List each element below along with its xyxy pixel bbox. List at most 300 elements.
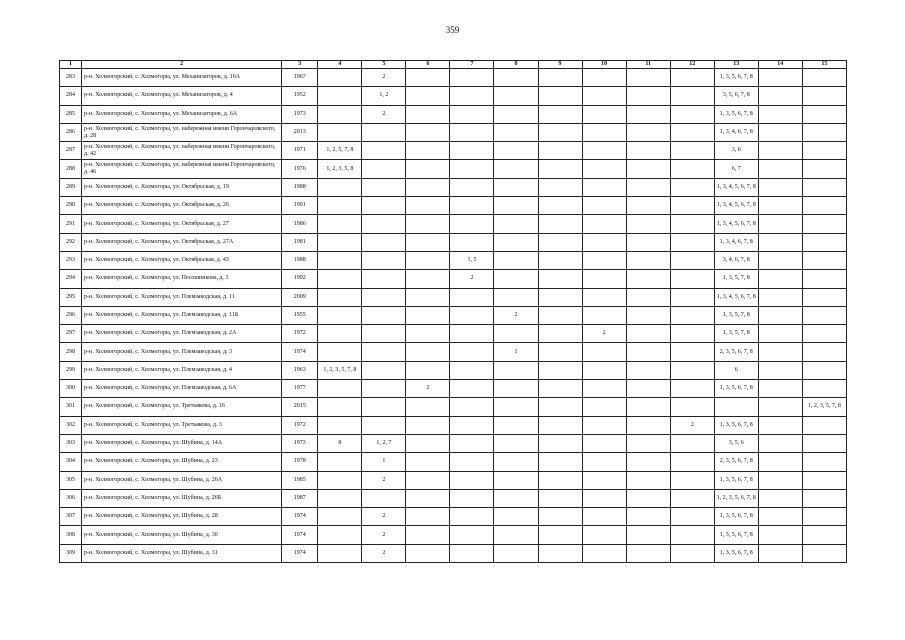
table-cell: [802, 87, 846, 105]
row-number-cell: 309: [60, 544, 82, 562]
table-cell: [362, 178, 406, 196]
table-cell: [670, 105, 714, 123]
table-cell: [670, 306, 714, 324]
table-row: [60, 142, 847, 160]
table-cell: [494, 87, 538, 105]
table-cell: [538, 123, 582, 141]
table-cell: 2: [670, 416, 714, 434]
table-cell: [582, 160, 626, 178]
table-cell: [582, 544, 626, 562]
row-number-cell: 298: [60, 343, 82, 361]
table-cell: [802, 489, 846, 507]
table-cell: [494, 105, 538, 123]
year-cell: 1987: [282, 489, 318, 507]
table-cell: 3, 4, 6, 7, 8: [714, 251, 758, 269]
table-cell: 1, 2, 3, 5, 6, 7, 8: [714, 489, 758, 507]
year-cell: 1974: [282, 544, 318, 562]
table-cell: [626, 160, 670, 178]
table-cell: 1, 3, 5, 6, 7, 8: [714, 508, 758, 526]
address-cell: р-н. Холмогорский, с. Холмогоры, ул. Октябрьская, д. 27А: [82, 233, 282, 251]
table-cell: [802, 434, 846, 452]
table-cell: [670, 288, 714, 306]
table-cell: [406, 306, 450, 324]
table-cell: [802, 288, 846, 306]
table-cell: 2: [494, 306, 538, 324]
address-cell: р-н. Холмогорский, с. Холмогоры, ул. Племзаводская, д. 4: [82, 361, 282, 379]
table-cell: [450, 233, 494, 251]
table-cell: [802, 453, 846, 471]
table-cell: [406, 361, 450, 379]
table-cell: [538, 398, 582, 416]
table-cell: 2: [362, 544, 406, 562]
row-number-cell: 305: [60, 471, 82, 489]
table-cell: [582, 489, 626, 507]
table-cell: [582, 453, 626, 471]
table-cell: [362, 416, 406, 434]
table-cell: [362, 233, 406, 251]
table-cell: 1, 3, 5, 7, 8: [714, 325, 758, 343]
table-cell: [582, 361, 626, 379]
table-cell: 2, 3, 5, 6, 7, 8: [714, 343, 758, 361]
table-cell: [538, 251, 582, 269]
table-cell: [450, 526, 494, 544]
table-cell: [670, 87, 714, 105]
table-cell: [758, 123, 802, 141]
table-cell: 1, 5: [450, 251, 494, 269]
table-cell: [758, 489, 802, 507]
table-cell: [318, 178, 362, 196]
table-cell: [802, 325, 846, 343]
table-cell: 2: [582, 325, 626, 343]
table-cell: [318, 270, 362, 288]
table-cell: 1, 2, 3, 5, 7, 8: [318, 361, 362, 379]
table-cell: [538, 544, 582, 562]
column-header: 2: [82, 61, 282, 69]
table-cell: [626, 288, 670, 306]
table-row: [60, 380, 847, 398]
table-cell: 1, 3, 4, 6, 7, 8: [714, 123, 758, 141]
table-cell: [670, 398, 714, 416]
table-cell: [626, 453, 670, 471]
table-cell: [670, 453, 714, 471]
table-cell: [626, 87, 670, 105]
table-cell: [538, 178, 582, 196]
table-cell: [318, 87, 362, 105]
table-cell: [450, 453, 494, 471]
table-cell: 1, 3, 4, 5, 6, 7, 8: [714, 178, 758, 196]
table-cell: [362, 142, 406, 160]
table-cell: [802, 471, 846, 489]
table-cell: [670, 489, 714, 507]
table-cell: [494, 361, 538, 379]
table-cell: [670, 434, 714, 452]
year-cell: 1955: [282, 306, 318, 324]
table-cell: [450, 306, 494, 324]
table-cell: [450, 398, 494, 416]
table-cell: [626, 544, 670, 562]
address-cell: р-н. Холмогорский, с. Холмогоры, ул. Октябрьская, д. 43: [82, 251, 282, 269]
column-header: 4: [318, 61, 362, 69]
table-row: [60, 508, 847, 526]
table-cell: [406, 471, 450, 489]
table-cell: [450, 215, 494, 233]
table-cell: [626, 197, 670, 215]
column-header: 3: [282, 61, 318, 69]
table-cell: [802, 526, 846, 544]
row-number-cell: 291: [60, 215, 82, 233]
table-cell: 1, 3, 5, 6, 7, 8: [714, 526, 758, 544]
table-cell: [406, 434, 450, 452]
table-cell: 2: [362, 471, 406, 489]
table-cell: [450, 325, 494, 343]
table-cell: [670, 526, 714, 544]
table-cell: [406, 87, 450, 105]
table-cell: [362, 398, 406, 416]
table-row: [60, 123, 847, 141]
table-cell: [670, 508, 714, 526]
table-cell: [318, 197, 362, 215]
table-cell: [318, 288, 362, 306]
table-cell: [538, 105, 582, 123]
table-cell: [758, 105, 802, 123]
table-cell: [362, 288, 406, 306]
table-cell: [758, 270, 802, 288]
table-cell: 3, 6: [714, 142, 758, 160]
table-cell: 1, 3, 4, 5, 6, 7, 8: [714, 197, 758, 215]
table-cell: 1, 2, 7: [362, 434, 406, 452]
table-cell: [670, 361, 714, 379]
year-cell: 1992: [282, 270, 318, 288]
table-cell: 1, 3, 5, 6, 7, 8: [714, 69, 758, 87]
table-cell: [318, 380, 362, 398]
table-cell: [626, 251, 670, 269]
address-cell: р-н. Холмогорский, с. Холмогоры, ул. Механизаторов, д. 4: [82, 87, 282, 105]
table-cell: [406, 489, 450, 507]
table-cell: [406, 398, 450, 416]
table-cell: [802, 215, 846, 233]
table-cell: [670, 160, 714, 178]
table-cell: [582, 471, 626, 489]
table-cell: 2: [362, 69, 406, 87]
year-cell: 2013: [282, 123, 318, 141]
row-number-cell: 289: [60, 178, 82, 196]
address-cell: р-н. Холмогорский, с. Холмогоры, ул. Шубина, д. 26А: [82, 471, 282, 489]
year-cell: 1988: [282, 178, 318, 196]
table-cell: [758, 471, 802, 489]
table-cell: [450, 508, 494, 526]
address-cell: р-н. Холмогорский, с. Холмогоры, ул. Шубина, д. 31: [82, 544, 282, 562]
table-cell: [362, 325, 406, 343]
table-cell: [494, 270, 538, 288]
table-cell: [362, 361, 406, 379]
row-number-cell: 293: [60, 251, 82, 269]
table-cell: [626, 325, 670, 343]
address-cell: р-н. Холмогорский, с. Холмогоры, ул. Шубина, д. 14А: [82, 434, 282, 452]
table-cell: [626, 343, 670, 361]
table-cell: [538, 160, 582, 178]
table-cell: [582, 270, 626, 288]
table-cell: [802, 160, 846, 178]
table-cell: [670, 544, 714, 562]
table-row: [60, 178, 847, 196]
table-cell: [494, 178, 538, 196]
year-cell: 2015: [282, 398, 318, 416]
table-cell: [450, 361, 494, 379]
table-cell: [450, 69, 494, 87]
table-cell: [802, 270, 846, 288]
table-cell: [758, 380, 802, 398]
table-cell: [450, 471, 494, 489]
table-cell: [582, 434, 626, 452]
table-cell: [582, 251, 626, 269]
column-header: 10: [582, 61, 626, 69]
row-number-cell: 287: [60, 142, 82, 160]
table-row: [60, 233, 847, 251]
table-row: [60, 471, 847, 489]
table-cell: 8: [318, 434, 362, 452]
table-cell: [318, 306, 362, 324]
table-cell: [494, 288, 538, 306]
table-cell: [406, 526, 450, 544]
table-cell: [582, 69, 626, 87]
table-cell: [406, 343, 450, 361]
table-cell: [802, 233, 846, 251]
address-cell: р-н. Холмогорский, с. Холмогоры, ул. Шубина, д. 30: [82, 526, 282, 544]
table-cell: [758, 526, 802, 544]
table-cell: [670, 142, 714, 160]
table-cell: [362, 380, 406, 398]
table-cell: [406, 508, 450, 526]
table-cell: [450, 142, 494, 160]
row-number-cell: 304: [60, 453, 82, 471]
table-row: [60, 288, 847, 306]
table-cell: [538, 380, 582, 398]
table-cell: [538, 489, 582, 507]
table-cell: [670, 69, 714, 87]
address-cell: р-н. Холмогорский, с. Холмогоры, ул. набережная имени Горончаровского, д. 28: [82, 123, 282, 141]
table-row: [60, 270, 847, 288]
table-cell: 1, 2, 3, 5, 8: [318, 160, 362, 178]
table-cell: [450, 123, 494, 141]
table-cell: [758, 160, 802, 178]
table-cell: [626, 233, 670, 251]
column-header: 14: [758, 61, 802, 69]
table-cell: [362, 343, 406, 361]
table-cell: [362, 160, 406, 178]
table-cell: [538, 233, 582, 251]
header-row: [60, 61, 847, 69]
table-cell: [802, 306, 846, 324]
table-row: [60, 69, 847, 87]
address-cell: р-н. Холмогорский, с. Холмогоры, ул. Механизаторов, д. 10А: [82, 69, 282, 87]
column-header: 13: [714, 61, 758, 69]
table-cell: 1, 3, 5, 6, 7, 8: [714, 471, 758, 489]
table-cell: 2, 3, 5, 6, 7, 8: [714, 453, 758, 471]
address-cell: р-н. Холмогорский, с. Холмогоры, ул. набережная имени Горончаровского, д. 46: [82, 160, 282, 178]
table-row: [60, 453, 847, 471]
column-header: 1: [60, 61, 82, 69]
row-number-cell: 283: [60, 69, 82, 87]
table-cell: [494, 251, 538, 269]
table-cell: [406, 453, 450, 471]
table-cell: [758, 142, 802, 160]
table-cell: [670, 233, 714, 251]
table-cell: [626, 526, 670, 544]
address-cell: р-н. Холмогорский, с. Холмогоры, ул. набережная имени Горончаровского, д. 42: [82, 142, 282, 160]
address-cell: р-н. Холмогорский, с. Холмогоры, ул. Шубина, д. 23: [82, 453, 282, 471]
table-cell: [582, 215, 626, 233]
address-cell: р-н. Холмогорский, с. Холмогоры, ул. Племзаводская, д. 11: [82, 288, 282, 306]
table-cell: [318, 123, 362, 141]
table-cell: [318, 215, 362, 233]
table-cell: [318, 343, 362, 361]
table-cell: [582, 197, 626, 215]
table-cell: [494, 233, 538, 251]
row-number-cell: 297: [60, 325, 82, 343]
row-number-cell: 300: [60, 380, 82, 398]
table-cell: 2: [362, 526, 406, 544]
table-cell: [626, 489, 670, 507]
table-row: [60, 361, 847, 379]
table-cell: [494, 434, 538, 452]
table-cell: [406, 544, 450, 562]
table-cell: [538, 343, 582, 361]
table-cell: [758, 87, 802, 105]
table-cell: [450, 178, 494, 196]
table-row: [60, 197, 847, 215]
column-header: 15: [802, 61, 846, 69]
table-cell: [582, 380, 626, 398]
table-cell: [406, 69, 450, 87]
table-cell: [626, 270, 670, 288]
table-cell: [758, 197, 802, 215]
table-cell: [494, 69, 538, 87]
table-cell: [582, 306, 626, 324]
column-header: 9: [538, 61, 582, 69]
address-cell: р-н. Холмогорский, с. Холмогоры, ул. Механизаторов, д. 6А: [82, 105, 282, 123]
table-cell: [626, 178, 670, 196]
table-cell: [758, 434, 802, 452]
table-cell: [802, 197, 846, 215]
year-cell: 1972: [282, 416, 318, 434]
table-cell: [362, 270, 406, 288]
table-cell: 1, 2, 5, 7, 8: [318, 142, 362, 160]
table-cell: [582, 123, 626, 141]
year-cell: 1972: [282, 325, 318, 343]
table-cell: [802, 544, 846, 562]
table-cell: [670, 471, 714, 489]
year-cell: 1986: [282, 215, 318, 233]
table-cell: [450, 416, 494, 434]
table-row: [60, 160, 847, 178]
year-cell: 2009: [282, 288, 318, 306]
table-row: [60, 416, 847, 434]
table-cell: [494, 453, 538, 471]
table-cell: [758, 288, 802, 306]
row-number-cell: 290: [60, 197, 82, 215]
table-cell: [538, 288, 582, 306]
table-cell: [802, 105, 846, 123]
table-cell: [406, 288, 450, 306]
table-cell: [626, 215, 670, 233]
table-cell: [494, 544, 538, 562]
table-cell: 1: [362, 453, 406, 471]
table-cell: 1, 3, 5, 7, 8: [714, 270, 758, 288]
year-cell: 1977: [282, 380, 318, 398]
year-cell: 1967: [282, 69, 318, 87]
table-cell: [626, 142, 670, 160]
table-cell: [626, 508, 670, 526]
address-cell: р-н. Холмогорский, с. Холмогоры, ул. Третьякова, д. 3: [82, 416, 282, 434]
address-cell: р-н. Холмогорский, с. Холмогоры, ул. Племзаводская, д. 11Б: [82, 306, 282, 324]
column-header: 5: [362, 61, 406, 69]
row-number-cell: 295: [60, 288, 82, 306]
table-cell: 1, 3, 4, 5, 6, 7, 8: [714, 288, 758, 306]
table-cell: [406, 123, 450, 141]
table-cell: [406, 325, 450, 343]
table-cell: [538, 416, 582, 434]
year-cell: 1991: [282, 197, 318, 215]
table-cell: [714, 398, 758, 416]
table-cell: [538, 142, 582, 160]
table-cell: 6: [714, 361, 758, 379]
table-cell: [538, 453, 582, 471]
table-cell: [450, 544, 494, 562]
row-number-cell: 299: [60, 361, 82, 379]
year-cell: 1981: [282, 233, 318, 251]
table-cell: [494, 398, 538, 416]
row-number-cell: 285: [60, 105, 82, 123]
table-cell: [538, 325, 582, 343]
table-cell: [362, 215, 406, 233]
table-cell: [582, 288, 626, 306]
table-cell: 1, 2: [362, 87, 406, 105]
year-cell: 1952: [282, 87, 318, 105]
table-cell: [538, 306, 582, 324]
table-cell: [670, 343, 714, 361]
table-cell: [318, 526, 362, 544]
table-cell: [450, 288, 494, 306]
table-cell: [802, 416, 846, 434]
column-header: 8: [494, 61, 538, 69]
table-cell: [318, 453, 362, 471]
table-row: [60, 306, 847, 324]
table-cell: [582, 142, 626, 160]
table-cell: [318, 398, 362, 416]
table-cell: [406, 105, 450, 123]
table-cell: 1, 3, 5, 6, 7, 8: [714, 544, 758, 562]
table-cell: [538, 215, 582, 233]
table-cell: [670, 197, 714, 215]
table-cell: [758, 325, 802, 343]
table-cell: [670, 380, 714, 398]
year-cell: 1971: [282, 142, 318, 160]
column-header: 7: [450, 61, 494, 69]
table-cell: [494, 215, 538, 233]
table-cell: [406, 270, 450, 288]
table-cell: 6, 7: [714, 160, 758, 178]
table-cell: [362, 123, 406, 141]
table-cell: [494, 416, 538, 434]
address-cell: р-н. Холмогорский, с. Холмогоры, ул. Племзаводская, д. 2А: [82, 325, 282, 343]
column-header: 6: [406, 61, 450, 69]
table-row: [60, 343, 847, 361]
table-cell: [802, 142, 846, 160]
table-cell: [582, 178, 626, 196]
table-cell: [318, 325, 362, 343]
address-cell: р-н. Холмогорский, с. Холмогоры, ул. Песошникова, д. 3: [82, 270, 282, 288]
table-cell: [758, 361, 802, 379]
